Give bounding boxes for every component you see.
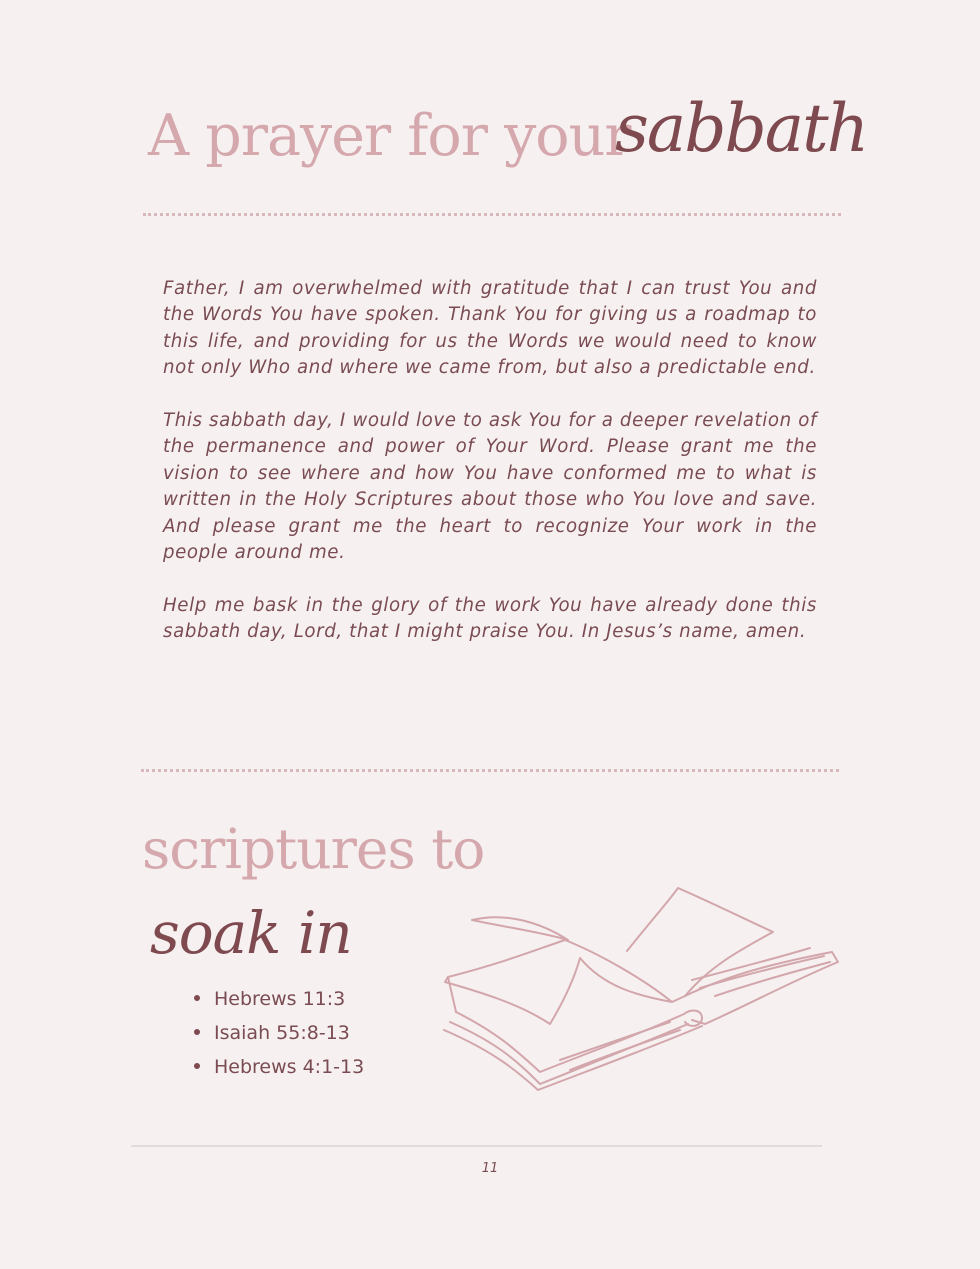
prayer-paragraph: This sabbath day, I would love to ask You for a deeper revelation of the permanence and power of Your Word. Please grant me the vision to see where and how You have conformed me to what is written in the Holy Scriptures about those who You love and save. And please grant me the heart to recognize Your work in the people around me.	[163, 410, 817, 564]
bullet-icon	[194, 1029, 200, 1035]
scripture-item	[194, 1052, 364, 1086]
scripture-item	[194, 984, 364, 1018]
scriptures-heading: scriptures to	[142, 817, 485, 881]
scripture-item	[194, 1018, 364, 1052]
scripture-reference: Isaiah 55:8-13	[214, 1022, 350, 1044]
prayer-body	[163, 276, 817, 672]
title-serif-text: A prayer for your	[148, 103, 631, 169]
divider-top	[143, 213, 841, 216]
divider-middle	[141, 769, 839, 772]
bullet-icon	[194, 1063, 200, 1069]
prayer-paragraph: Help me bask in the glory of the work You have already done this sabbath day, Lord, that I might praise You. In Jesus’s name, amen.	[163, 594, 817, 643]
prayer-paragraph: Father, I am overwhelmed with gratitude that I can trust You and the Words You have spoken. Thank You for giving us a roadmap to this life, and providing for us the Words we would need to know not only Who and where we came from, but also a predictable end.	[163, 278, 817, 379]
bullet-icon	[194, 995, 200, 1001]
open-book-icon	[440, 884, 845, 1094]
scripture-reference: Hebrews 4:1-13	[214, 1056, 365, 1078]
title-script-text: sabbath	[615, 90, 868, 167]
scripture-reference: Hebrews 11:3	[214, 988, 346, 1010]
scriptures-subheading: soak in	[150, 899, 352, 967]
footer-divider	[131, 1145, 822, 1147]
page-number: 11	[481, 1161, 499, 1176]
scripture-list	[194, 984, 364, 1086]
